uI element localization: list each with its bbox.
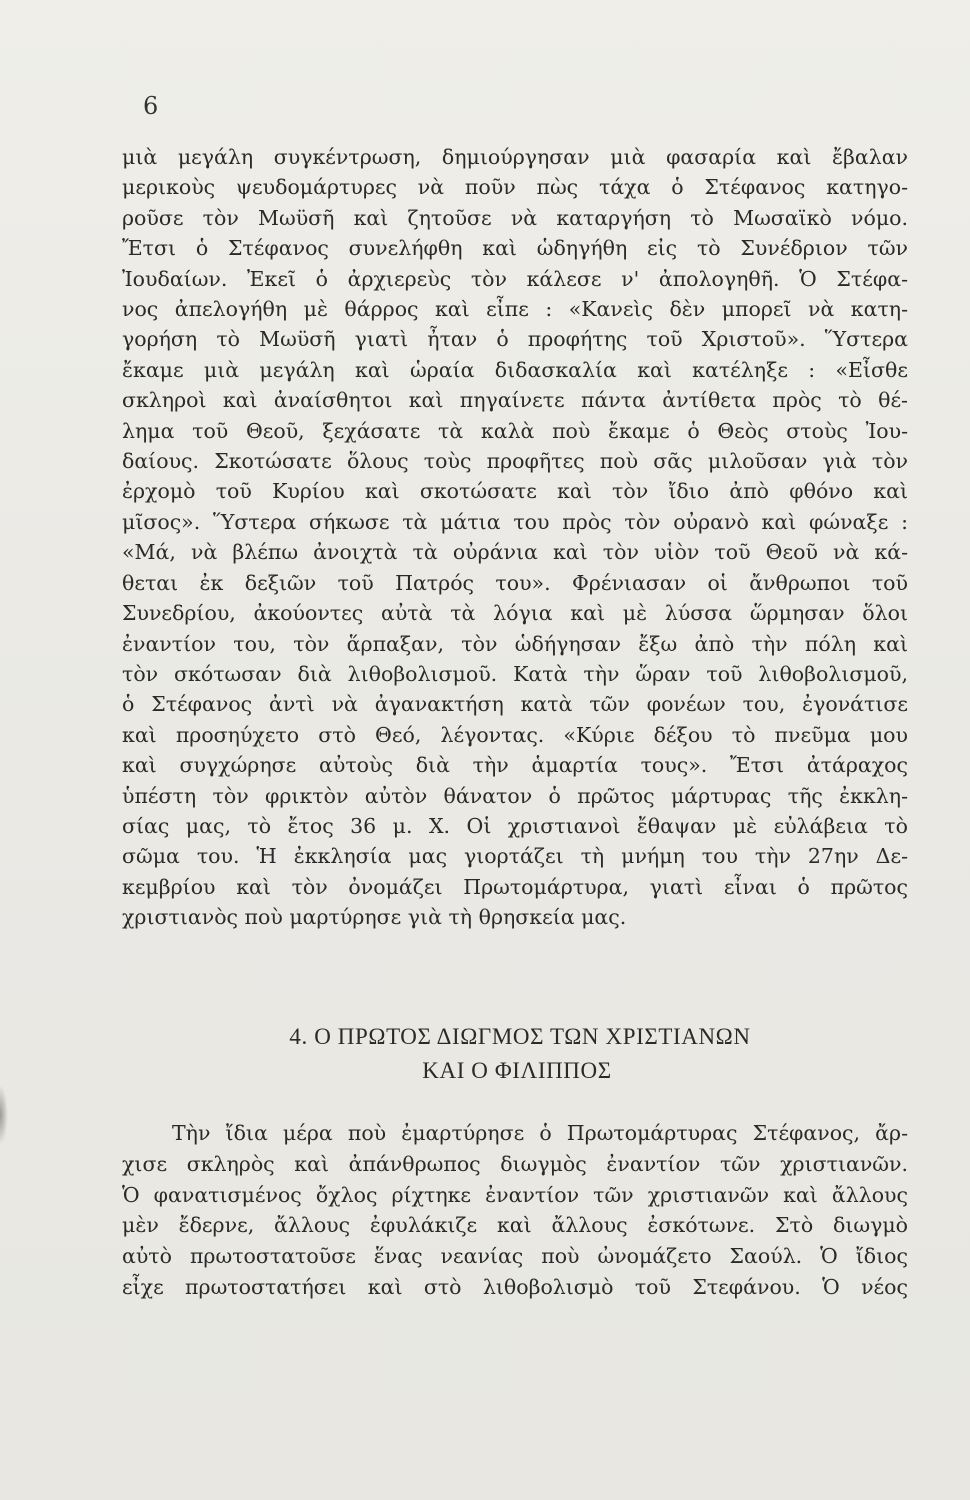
text-line: «Μά, νὰ βλέπω ἀνοιχτὰ τὰ οὐράνια καὶ τὸν υἱὸν τοῦ Θεοῦ νὰ κά- xyxy=(122,540,908,565)
text-line: γορήση τὸ Μωϋσῆ γιατὶ ἦταν ὁ προφήτης τοῦ Χριστοῦ». Ὕστερα xyxy=(122,327,908,352)
text-line: σκληροὶ καὶ ἀναίσθητοι καὶ πηγαίνετε πάντα ἀντίθετα πρὸς τὸ θέ- xyxy=(122,388,908,413)
text-line: θεται ἐκ δεξιῶν τοῦ Πατρός του». Φρένιασαν οἱ ἄνθρωποι τοῦ xyxy=(122,570,908,595)
page-edge-shadow xyxy=(0,1085,8,1145)
text-line: καὶ συγχώρησε αὐτοὺς διὰ τὴν ἁμαρτία τους». Ἔτσι ἀτάραχος xyxy=(122,753,908,778)
text-line: Ἰουδαίων. Ἐκεῖ ὁ ἀρχιερεὺς τὸν κάλεσε ν' ἀπολογηθῆ. Ὁ Στέφα- xyxy=(122,266,908,291)
text-line: δαίους. Σκοτώσατε ὅλους τοὺς προφῆτες ποὺ σᾶς μιλοῦσαν γιὰ τὸν xyxy=(122,449,908,474)
body-paragraph xyxy=(122,142,908,933)
text-line: χριστιανὸς ποὺ μαρτύρησε γιὰ τὴ θρησκεία μας. xyxy=(122,905,627,930)
section-heading-line: 4. Ο ΠΡΩΤΟΣ ΔΙΩΓΜΟΣ ΤΩΝ ΧΡΙΣΤΙΑΝΩΝ xyxy=(289,1024,751,1049)
text-line: κεμβρίου καὶ τὸν ὀνομάζει Πρωτομάρτυρα, γιατὶ εἶναι ὁ πρῶτος xyxy=(122,874,908,899)
text-line: σῶμα του. Ἡ ἐκκλησία μας γιορτάζει τὴ μνήμη του τὴν 27ην Δε- xyxy=(122,844,908,869)
text-line: ὑπέστη τὸν φρικτὸν αὐτὸν θάνατον ὁ πρῶτος μάρτυρας τῆς ἐκκλη- xyxy=(122,783,908,808)
text-line: Ὁ φανατισμένος ὄχλος ρίχτηκε ἐναντίον τῶν χριστιανῶν καὶ ἄλλους xyxy=(122,1182,908,1207)
section-heading-line: ΚΑΙ Ο ΦΙΛΙΠΠΟΣ xyxy=(422,1058,612,1083)
text-line: λημα τοῦ Θεοῦ, ξεχάσατε τὰ καλὰ ποὺ ἔκαμε ὁ Θεὸς στοὺς Ἰου- xyxy=(122,418,908,443)
text-line: ἐρχομὸ τοῦ Κυρίου καὶ σκοτώσατε καὶ τὸν ἴδιο ἀπὸ φθόνο καὶ xyxy=(122,479,908,504)
section-paragraph xyxy=(122,1118,908,1303)
section-heading xyxy=(122,1020,908,1088)
text-line: νος ἀπελογήθη μὲ θάρρος καὶ εἶπε : «Κανεὶς δὲν μπορεῖ νὰ κατη- xyxy=(122,297,908,322)
text-line: Ἔτσι ὁ Στέφανος συνελήφθη καὶ ὡδηγήθη εἰς τὸ Συνέδριον τῶν xyxy=(122,236,908,261)
text-line: εἶχε πρωτοστατήσει καὶ στὸ λιθοβολισμὸ τοῦ Στεφάνου. Ὁ νέος xyxy=(122,1274,908,1299)
text-line: σίας μας, τὸ ἔτος 36 μ. Χ. Οἱ χριστιανοὶ ἔθαψαν μὲ εὐλάβεια τὸ xyxy=(122,813,908,838)
text-line: ὁ Στέφανος ἀντὶ νὰ ἀγανακτήση κατὰ τῶν φονέων του, ἐγονάτισε xyxy=(122,692,908,717)
text-line: χισε σκληρὸς καὶ ἀπάνθρωπος διωγμὸς ἐναντίον τῶν χριστιανῶν. xyxy=(122,1151,908,1176)
text-line: ἔκαμε μιὰ μεγάλη καὶ ὡραία διδασκαλία καὶ κατέληξε : «Εἶσθε xyxy=(122,357,908,382)
text-line: μερικοὺς ψευδομάρτυρες νὰ ποῦν πὼς τάχα ὁ Στέφανος κατηγο- xyxy=(122,175,908,200)
text-line: Τὴν ἴδια μέρα ποὺ ἐμαρτύρησε ὁ Πρωτομάρτυρας Στέφανος, ἄρ- xyxy=(172,1121,908,1145)
text-line: αὐτὸ πρωτοστατοῦσε ἕνας νεανίας ποὺ ὠνομάζετο Σαούλ. Ὁ ἴδιος xyxy=(122,1244,908,1269)
text-line: μῖσος». Ὕστερα σήκωσε τὰ μάτια του πρὸς τὸν οὐρανὸ καὶ φώναξε : xyxy=(122,509,908,534)
page-number: 6 xyxy=(143,92,159,120)
text-line: ροῦσε τὸν Μωϋσῆ καὶ ζητοῦσε νὰ καταργήση τὸ Μωσαϊκὸ νόμο. xyxy=(122,205,908,230)
text-line: μὲν ἔδερνε, ἄλλους ἐφυλάκιζε καὶ ἄλλους ἐσκότωνε. Στὸ διωγμὸ xyxy=(122,1213,908,1238)
text-line: Συνεδρίου, ἀκούοντες αὐτὰ τὰ λόγια καὶ μὲ λύσσα ὥρμησαν ὅλοι xyxy=(122,601,908,626)
text-line: ἐναντίον του, τὸν ἅρπαξαν, τὸν ὡδήγησαν ἔξω ἀπὸ τὴν πόλη καὶ xyxy=(122,631,908,656)
text-line: τὸν σκότωσαν διὰ λιθοβολισμοῦ. Κατὰ τὴν ὥραν τοῦ λιθοβολισμοῦ, xyxy=(122,661,908,686)
text-line: μιὰ μεγάλη συγκέντρωση, δημιούργησαν μιὰ φασαρία καὶ ἔβαλαν xyxy=(122,145,908,169)
text-line: καὶ προσηύχετο στὸ Θεό, λέγοντας. «Κύριε δέξου τὸ πνεῦμα μου xyxy=(122,722,908,747)
